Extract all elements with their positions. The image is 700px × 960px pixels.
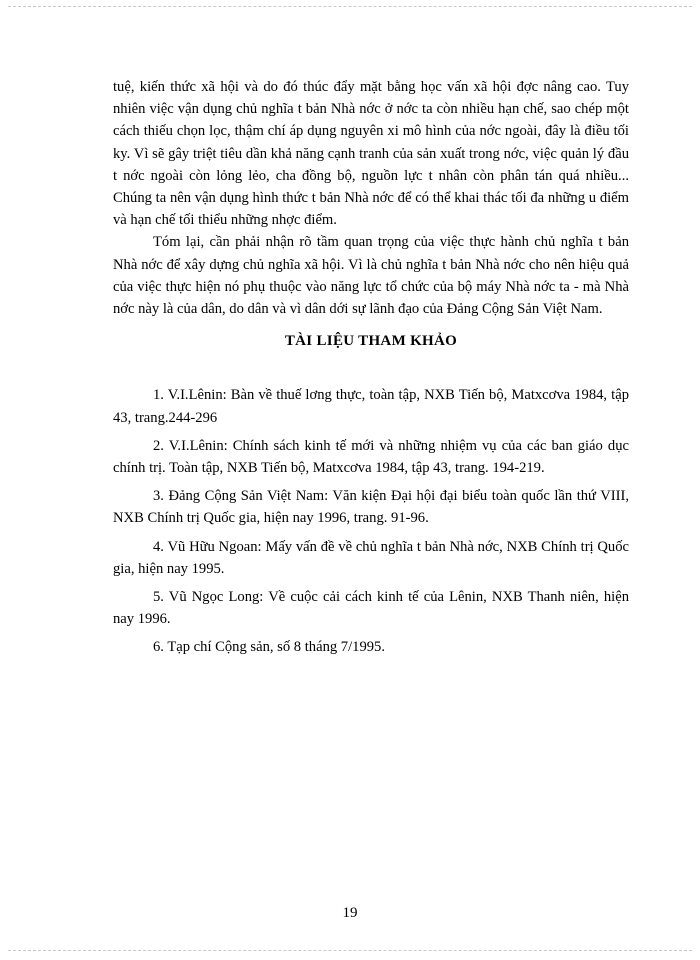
page-border-bottom (8, 950, 692, 951)
body-paragraph-2: Tóm lại, cần phải nhận rõ tầm quan trọng của việc thực hành chủ nghĩa t bản Nhà nớc để xây dựng chủ nghĩa xã hội. Vì là chủ nghĩa t bản Nhà nớc cho nên hiệu quả của việc thực hiện nó phụ thuộc vào năng lực tổ chức của bộ máy Nhà nớc ta - mà Nhà nớc này là của dân, do dân và vì dân dới sự lãnh đạo của Đảng Cộng Sản Việt Nam. (113, 234, 629, 318)
references-heading: TÀI LIỆU THAM KHẢO (284, 333, 458, 350)
page-number: 19 (342, 905, 358, 921)
reference-item: 6. Tạp chí Cộng sản, số 8 tháng 7/1995. (153, 639, 385, 656)
reference-item: 5. Vũ Ngọc Long: Về cuộc cải cách kinh tế của Lênin, NXB Thanh niên, hiện nay 1996. (113, 589, 629, 628)
document-body (113, 76, 629, 665)
reference-item: 3. Đảng Cộng Sản Việt Nam: Văn kiện Đại hội đại biểu toàn quốc lần thứ VIII, NXB Chính trị Quốc gia, hiện nay 1996, trang. 91-96. (113, 488, 629, 527)
body-paragraph-1: tuệ, kiến thức xã hội và do đó thúc đẩy mặt bằng học vấn xã hội đợc nâng cao. Tuy nhiên việc vận dụng chủ nghĩa t bản Nhà nớc ở nớc ta còn nhiều hạn chế, sao chép một cách thiếu chọn lọc, thậm chí áp dụng nguyên xi mô hình của nớc ngoài, đây là điều tối ky. Vì sẽ gây triệt tiêu dần khả năng cạnh tranh của sản xuất trong nớc, việc quản lý đầu t nớc ngoài còn lỏng lẻo, cha đồng bộ, nguồn lực t nhân còn phân tán quá nhiều... Chúng ta nên vận dụng hình thức t bản Nhà nớc để có thể khai thác tối đa những u điểm và hạn chế tối thiểu những nhợc điểm. (113, 79, 629, 229)
reference-item: 4. Vũ Hữu Ngoan: Mấy vấn đề về chủ nghĩa t bản Nhà nớc, NXB Chính trị Quốc gia, hiện nay 1995. (113, 538, 629, 577)
reference-item: 1. V.I.Lênin: Bàn về thuế lơng thực, toàn tập, NXB Tiến bộ, Matxcơva 1984, tập 43, trang.244-296 (113, 387, 629, 426)
reference-item: 2. V.I.Lênin: Chính sách kinh tế mới và những nhiệm vụ của các ban giáo dục chính trị. Toàn tập, NXB Tiến bộ, Matxcơva 1984, tập 43, trang. 194-219. (113, 437, 629, 477)
page-border-top (8, 6, 692, 7)
references-list (113, 384, 629, 658)
